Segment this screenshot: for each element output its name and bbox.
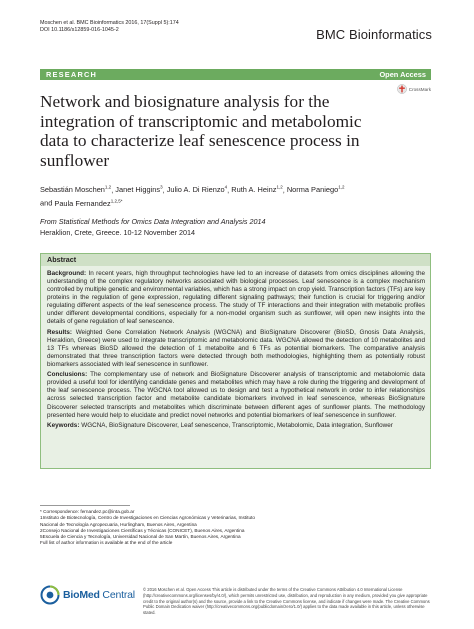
footnotes xyxy=(40,505,260,547)
abstract-results: Results: Weighted Gene Correlation Network Analysis (WGCNA) and BioSignature Discoverer (BioSD, Gnosis Data Analysis, Heraklion, Greece) were used to integrate transcriptomic and metabolomic data. WGCNA allowed the detection of 10 metabolites and 13 TFs whereas BioSD allowed the detection of 1 metabolite and 6 TFs as potential biomarkers. The comparative analysis demonstrated that three transcription factors were detected through both methodologies, highlighting them as potentially robust biomarkers associated with leaf senescence in sunflower. xyxy=(47,328,426,368)
conference-source xyxy=(40,216,430,238)
article-title: Network and biosignature analysis for the integration of transcriptomic and metabolomic data to characterize leaf senescence process in sunflower xyxy=(40,92,362,170)
correspondence[interactable]: * Correspondence: fernandez.pc@inta.gob.ar xyxy=(40,509,135,514)
author[interactable]: Janet Higgins$^3$ xyxy=(115,185,163,195)
affiliation: 1Instituto de Biotecnología, Centro de Investigaciones en Ciencias Agronómicas y Veterinarias, Instituto Nacional de Tecnología Agropecuaria, Hurlingham, Buenos Aires, Argentina xyxy=(40,515,255,527)
journal-name: BMC Bioinformatics xyxy=(316,27,432,42)
author-info-note: Full list of author information is available at the end of the article xyxy=(40,540,173,546)
open-access-label: Open Access xyxy=(379,70,426,79)
crossmark-badge[interactable] xyxy=(397,84,431,94)
author-list: Sebastián Moschen$^{1,2}$, Janet Higgins$^3$, Julio A. Di Rienzo$^4$, Ruth A. Heinz$^{1,2}$, Norma Paniego$^{1,2}$ and Paula Fernandez$^{1,2,5*}$ xyxy=(40,185,345,208)
author[interactable]: Paula Fernandez$^{1,2,5*}$ xyxy=(54,198,123,208)
crossmark-label: CrossMark xyxy=(408,86,431,92)
abstract-background: Background: In recent years, high throughput technologies have led to an increase of datasets from omics disciplines allowing the understanding of the complex regulatory networks associated with biological processes. Leaf senescence is a complex mechanism controlled by multiple genetic and environmental variables, which has a strong impact on crop yield. Transcription factors (TFs) are key proteins in the regulation of gene expression, regulating different signaling pathways; their function is crucial for triggering and/or regulating different aspects of the leaf senescence process. The study of TF interactions and their integration with metabolic profiles under different developmental conditions, especially for a non-model organism such as sunflower, will open new insights into the details of gene regulation of leaf senescence. xyxy=(47,270,426,326)
abstract-conclusions: Conclusions: The complementary use of network and BioSignature Discoverer analysis of transcriptomic and metabolomic data provided a useful tool for identifying candidate genes and metabolites which may have a role during the triggering and development of the leaf senescence process. The WGCNA tool allowed us to design and test a hypothetical network in order to infer relationships across selected transcription factor and metabolite candidate biomarkers involved in leaf senescence, whereas BioSignature Discoverer selected transcripts and metabolites which discriminate between different ages of sunflower plants. The methodology presented here would help to elucidate and predict novel networks and potential biomarkers of leaf senescence in sunflower. xyxy=(47,371,426,419)
section-bar xyxy=(40,69,431,80)
abstract-keywords: Keywords: WGCNA, BioSignature Discoverer, Leaf senescence, Transcriptomic, Metabolomic, Data integration, Sunflower xyxy=(47,422,393,430)
citation-header xyxy=(40,20,179,33)
crossmark-icon xyxy=(397,84,407,94)
author[interactable]: Sebastián Moschen$^{1,2}$ xyxy=(40,185,112,195)
biomed-central-logo-icon xyxy=(40,585,60,605)
abstract-body xyxy=(47,270,425,432)
author[interactable]: Julio A. Di Rienzo$^4$ xyxy=(166,185,228,195)
publisher-logo xyxy=(40,585,135,605)
abstract-heading: Abstract xyxy=(41,254,430,266)
footnote-divider xyxy=(40,505,130,506)
article-type-label: RESEARCH xyxy=(46,70,98,79)
license-text: © 2016 Moschen et al. Open Access This article is distributed under the terms of the Creative Commons Attribution 4.0 International License (http://creativecommons.org/licenses/by/4.0/), which permits unrestricted use, distribution, and reproduction in any medium, provided you give appropriate credit to the original author(s) and the source, provide a link to the Creative Commons license, and indicate if changes were made. The Creative Commons Public Domain Dedication waiver (http://creativecommons.org/publicdomain/zero/1.0/) applies to the data made available in this article, unless otherwise stated. xyxy=(143,587,430,616)
doi-line: DOI 10.1186/s12859-016-1045-2 xyxy=(40,26,119,33)
affiliation: 2Consejo Nacional de Investigaciones Científicas y Técnicas (CONICET), Buenos Aires, Argentina xyxy=(40,527,245,533)
affiliation: 5Escuela de Ciencia y Tecnología, Universidad Nacional de San Martín, Buenos Aires, Argentina xyxy=(40,534,241,540)
publisher-name: BioMed Central xyxy=(63,589,135,601)
abstract-panel xyxy=(40,253,431,469)
source-line: From Statistical Methods for Omics Data Integration and Analysis 2014 xyxy=(40,217,266,226)
citation-line: Moschen et al. BMC Bioinformatics 2016, 17(Suppl 5):174 xyxy=(40,20,179,26)
author[interactable]: Norma Paniego$^{1,2}$ xyxy=(286,185,345,195)
author[interactable]: Ruth A. Heinz$^{1,2}$ xyxy=(231,185,283,195)
location-line: Heraklion, Crete, Greece. 10-12 November 2014 xyxy=(40,228,196,237)
